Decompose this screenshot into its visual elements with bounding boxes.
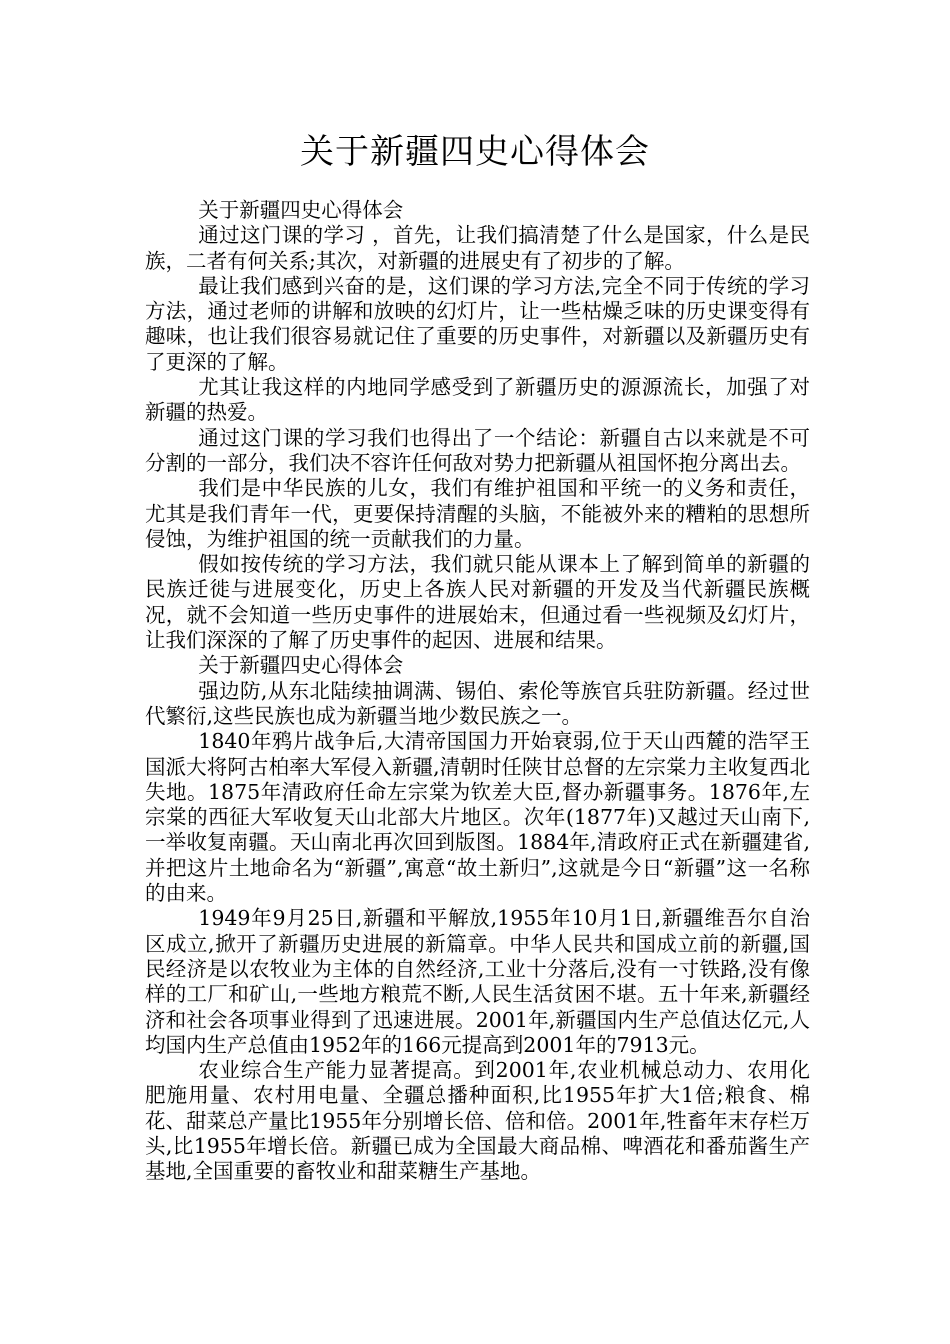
paragraph: 1949年9月25日,新疆和平解放,1955年10月1日,新疆维吾尔自治区成立,掀开了新疆历史进展的新篇章。中华人民共和国成立前的新疆,国民经济是以农牧业为主体的自然经济,工业十分落后,没有一寸铁路,没有像样的工厂和矿山,一些地方粮荒不断,人民生活贫困不堪。五十年来,新疆经济和社会各项事业得到了迅速进展。2001年,新疆国内生产总值达亿元,人均国内生产总值由1952年的166元提高到2001年的7913元。 xyxy=(145,906,810,1057)
document-body xyxy=(145,198,810,1185)
paragraph: 强边防,从东北陆续抽调满、锡伯、索伦等族官兵驻防新疆。经过世代繁衍,这些民族也成为新疆当地少数民族之一。 xyxy=(145,678,810,728)
paragraph: 1840年鸦片战争后,大清帝国国力开始衰弱,位于天山西麓的浩罕王国派大将阿古柏率大军侵入新疆,清朝时任陕甘总督的左宗棠力主收复西北失地。1875年清政府任命左宗棠为钦差大臣,督办新疆事务。1876年,左宗棠的西征大军收复天山北部大片地区。次年(1877年)又越过天山南下,一举收复南疆。天山南北再次回到版图。1884年,清政府正式在新疆建省,并把这片土地命名为“新疆”,寓意“故土新归”,这就是今日“新疆”这一名称的由来。 xyxy=(145,729,810,906)
paragraph: 我们是中华民族的儿女，我们有维护祖国和平统一的义务和责任，尤其是我们青年一代，更要保持清醒的头脑，不能被外来的糟粕的思想所侵蚀，为维护祖国的统一贡献我们的力量。 xyxy=(145,476,810,551)
paragraph: 假如按传统的学习方法，我们就只能从课本上了解到简单的新疆的民族迁徙与进展变化，历史上各族人民对新疆的开发及当代新疆民族概况，就不会知道一些历史事件的进展始末，但通过看一些视频及幻灯片，让我们深深的了解了历史事件的起因、进展和结果。 xyxy=(145,552,810,653)
paragraph: 通过这门课的学习我们也得出了一个结论：新疆自古以来就是不可分割的一部分，我们决不容许任何敌对势力把新疆从祖国怀抱分离出去。 xyxy=(145,425,810,475)
paragraph: 最让我们感到兴奋的是，这们课的学习方法,完全不同于传统的学习方法，通过老师的讲解和放映的幻灯片，让一些枯燥乏味的历史课变得有趣味，也让我们很容易就记住了重要的历史事件，对新疆以及新疆历史有了更深的了解。 xyxy=(145,273,810,374)
document-title: 关于新疆四史心得体会 xyxy=(300,132,650,172)
paragraph: 关于新疆四史心得体会 xyxy=(198,653,404,678)
paragraph: 尤其让我这样的内地同学感受到了新疆历史的源源流长，加强了对新疆的热爱。 xyxy=(145,375,810,425)
paragraph: 农业综合生产能力显著提高。到2001年,农业机械总动力、农用化肥施用量、农村用电量、全疆总播种面积,比1955年扩大1倍;粮食、棉花、甜菜总产量比1955年分别增长倍、倍和倍。2001年,牲畜年末存栏万头,比1955年增长倍。新疆已成为全国最大商品棉、啤酒花和番茄酱生产基地,全国重要的畜牧业和甜菜糖生产基地。 xyxy=(145,1058,810,1184)
paragraph: 通过这门课的学习 ，首先，让我们搞清楚了什么是国家，什么是民族，二者有何关系;其次，对新疆的进展史有了初步的了解。 xyxy=(145,223,810,273)
paragraph: 关于新疆四史心得体会 xyxy=(198,198,404,222)
